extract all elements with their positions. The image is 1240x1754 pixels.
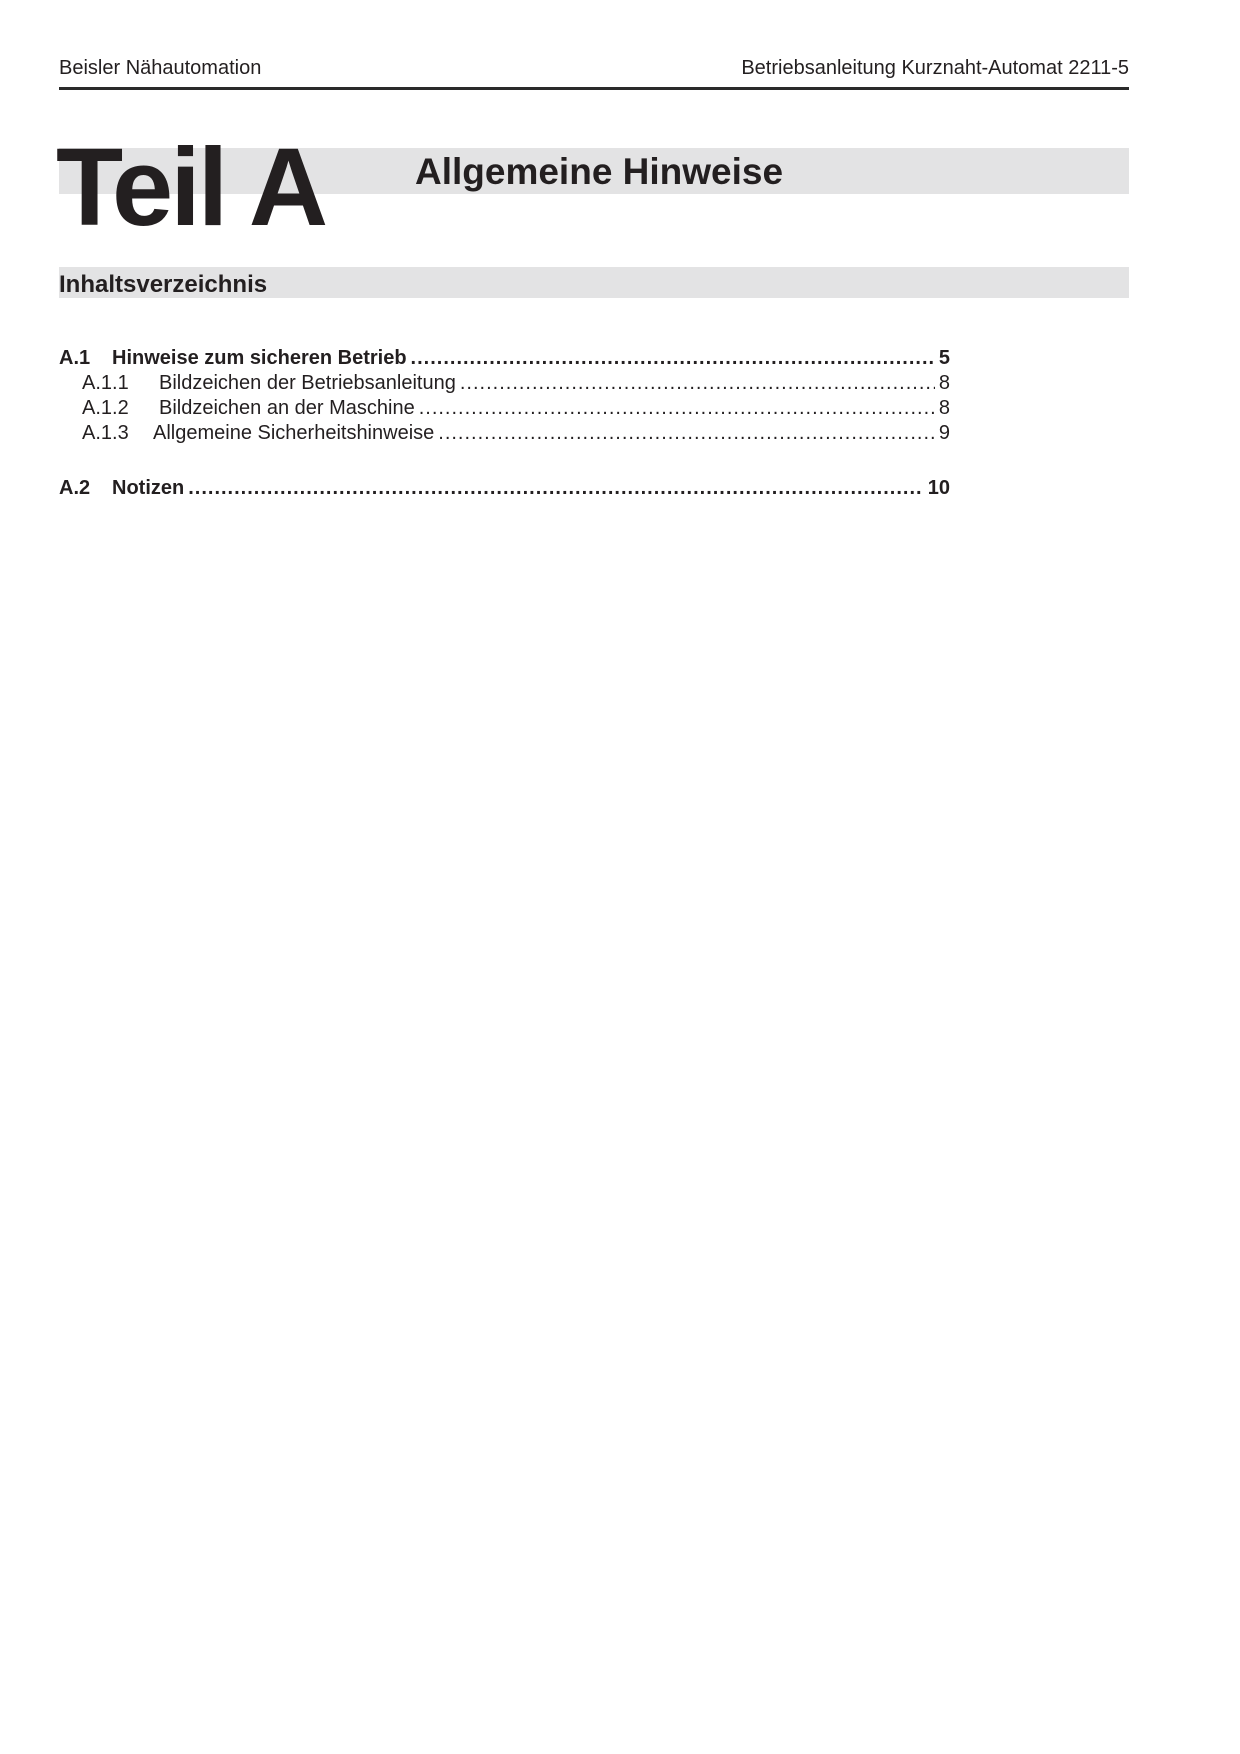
toc-entry-number: A.1.1: [82, 372, 129, 394]
toc-dot-leader: [438, 420, 935, 446]
toc-entry-page: 8: [938, 397, 950, 419]
toc-entry-title: Allgemeine Sicherheitshinweise: [153, 422, 435, 444]
toc-entry-number: A.1.2: [82, 397, 129, 419]
toc-entry-title: Bildzeichen der Betriebsanleitung: [159, 372, 456, 394]
toc-entry-title: Hinweise zum sicheren Betrieb: [112, 347, 407, 369]
toc-entry-a1-3[interactable]: [59, 420, 950, 446]
toc-entry-title: Bildzeichen an der Maschine: [159, 397, 415, 419]
toc-entry-number: A.1.3: [82, 422, 129, 444]
toc-entry-page: 10: [927, 477, 950, 499]
toc-entry-number: A.2: [59, 477, 91, 499]
toc-entry-a2[interactable]: [59, 475, 950, 501]
toc-entry-number: A.1: [59, 347, 91, 369]
part-title: Allgemeine Hinweise: [415, 151, 784, 192]
toc-dot-leader: [419, 395, 935, 421]
toc-entry-title: Notizen: [112, 477, 185, 499]
toc-entry-page: 9: [938, 422, 950, 444]
header-company: Beisler Nähautomation: [59, 57, 262, 79]
toc-heading: Inhaltsverzeichnis: [59, 271, 268, 298]
part-label: Teil A: [56, 126, 326, 249]
toc-entry-a1-2[interactable]: [59, 395, 950, 421]
toc-entry-page: 5: [938, 347, 950, 369]
toc-entry-page: 8: [938, 372, 950, 394]
toc-dot-leader: [460, 370, 935, 396]
toc-dot-leader: [188, 475, 924, 501]
toc-dot-leader: [411, 345, 935, 371]
header-document-title: Betriebsanleitung Kurznaht-Automat 2211-5: [741, 57, 1129, 79]
toc-entry-a1-1[interactable]: [59, 370, 950, 396]
header-divider: [59, 87, 1129, 90]
toc-entry-a1[interactable]: [59, 345, 950, 371]
